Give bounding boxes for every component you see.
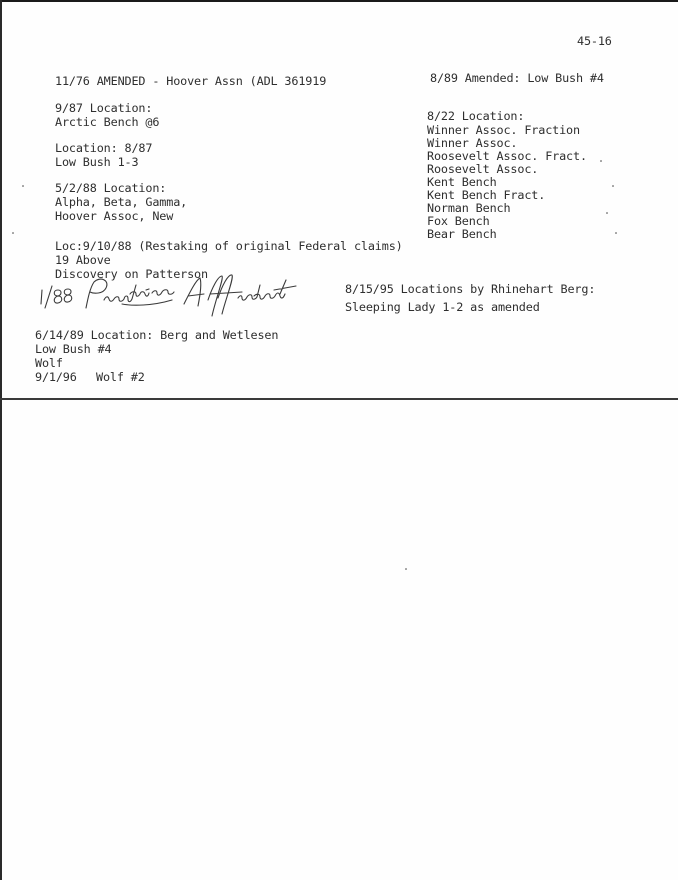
- scan-speck: [405, 568, 407, 570]
- scan-speck: [22, 185, 24, 187]
- sleeping-lady-line: Sleeping Lady 1-2 as amended: [345, 300, 540, 314]
- page-top-edge: [0, 0, 678, 2]
- location-987-value: Arctic Bench @6: [55, 115, 160, 129]
- claim-item: Roosevelt Assoc.: [427, 162, 539, 176]
- claim-item: Bear Bench: [427, 227, 497, 241]
- horizontal-rule: [0, 398, 678, 400]
- claim-item: Kent Bench: [427, 175, 497, 189]
- scan-speck: [12, 232, 14, 234]
- claim-item: Norman Bench: [427, 201, 511, 215]
- location-5288-value-2: Hoover Assoc, New: [55, 209, 174, 223]
- amended-1176-line: 11/76 AMENDED - Hoover Assn (ADL 361919: [55, 74, 327, 88]
- wolf-line: Wolf: [35, 356, 63, 370]
- claim-item: Roosevelt Assoc. Fract.: [427, 149, 587, 163]
- amended-889-line: 8/89 Amended: Low Bush #4: [430, 71, 604, 85]
- date-9196: 9/1/96: [35, 370, 77, 384]
- low-bush-4-line: Low Bush #4: [35, 342, 112, 356]
- location-91088-line: Loc:9/10/88 (Restaking of original Federal claims): [55, 239, 403, 253]
- location-987-label: 9/87 Location:: [55, 101, 153, 115]
- location-887-value: Low Bush 1-3: [55, 155, 139, 169]
- scan-speck: [600, 160, 602, 162]
- location-5288-label: 5/2/88 Location:: [55, 181, 167, 195]
- location-822-label: 8/22 Location:: [427, 109, 525, 123]
- wolf-2-entry: Wolf #2: [96, 370, 145, 384]
- page-left-edge: [0, 0, 2, 880]
- claim-item: Kent Bench Fract.: [427, 188, 546, 202]
- scan-speck: [612, 185, 614, 187]
- claim-item: Winner Assoc. Fraction: [427, 123, 580, 137]
- location-887-label: Location: 8/87: [55, 141, 153, 155]
- handwritten-production-affidavit: [34, 268, 312, 320]
- page-number: 45-16: [577, 34, 612, 48]
- location-61489-line: 6/14/89 Location: Berg and Wetlesen: [35, 328, 279, 342]
- scan-speck: [615, 232, 617, 234]
- discovery-line: Discovery on Patterson: [55, 267, 208, 281]
- location-81595-line: 8/15/95 Locations by Rhinehart Berg:: [345, 282, 596, 296]
- scan-speck: [606, 212, 608, 214]
- location-5288-value-1: Alpha, Beta, Gamma,: [55, 195, 188, 209]
- claim-item: Winner Assoc.: [427, 136, 518, 150]
- above-19-line: 19 Above: [55, 253, 111, 267]
- claim-item: Fox Bench: [427, 214, 490, 228]
